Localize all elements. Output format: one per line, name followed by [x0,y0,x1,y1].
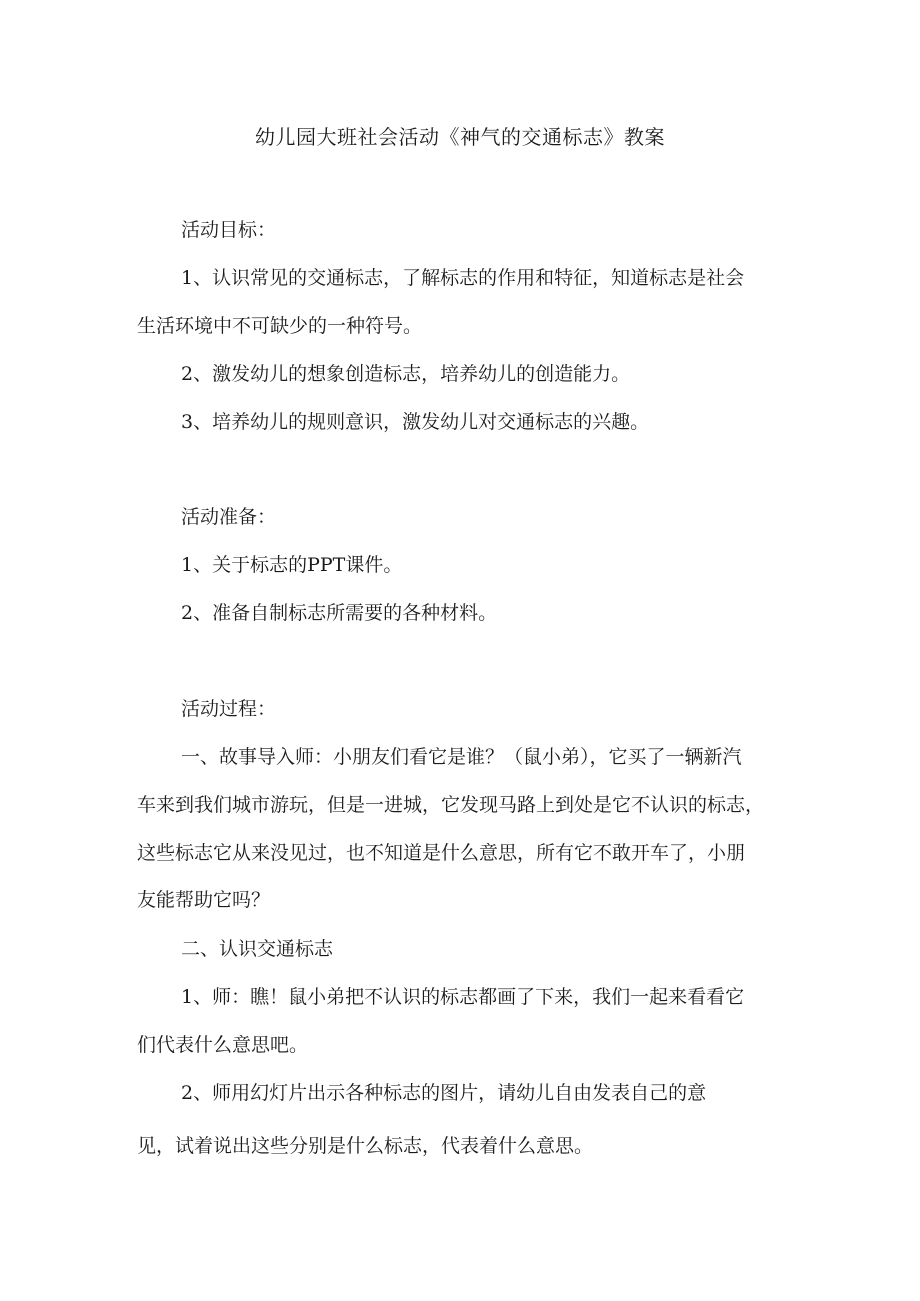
process-step-2-line-2: 见，试着说出这些分别是什么标志，代表着什么意思。 [137,1135,594,1157]
process-heading: 活动过程： [181,698,277,720]
process-intro-line-2: 车来到我们城市游玩，但是一进城，它发现马路上到处是它不认识的标志， [137,794,765,816]
goal-item-2: 2、激发幼儿的想象创造标志，培养幼儿的创造能力。 [181,363,631,385]
document-title: 幼儿园大班社会活动《神气的交通标志》教案 [255,125,665,149]
process-step-1-line-2: 们代表什么意思吧。 [137,1034,309,1056]
process-intro-line-4: 友能帮助它吗？ [137,889,271,911]
process-step-2-line-1: 2、师用幻灯片出示各种标志的图片，请幼儿自由发表自己的意 [181,1082,707,1104]
process-part2-heading: 二、认识交通标志 [181,938,334,960]
process-step-1-line-1: 1、师：瞧！鼠小弟把不认识的标志都画了下来，我们一起来看看它 [181,986,745,1008]
goals-heading: 活动目标： [181,219,277,241]
goal-item-1-line-2: 生活环境中不可缺少的一种符号。 [137,315,423,337]
goal-item-1-line-1: 1、认识常见的交通标志，了解标志的作用和特征，知道标志是社会 [181,267,745,289]
process-intro-line-3: 这些标志它从来没见过，也不知道是什么意思，所有它不敢开车了，小朋 [137,842,746,864]
preparation-item-1: 1、关于标志的PPT课件。 [181,554,403,576]
goal-item-3: 3、培养幼儿的规则意识，激发幼儿对交通标志的兴趣。 [181,411,650,433]
preparation-item-2: 2、准备自制标志所需要的各种材料。 [181,602,498,624]
preparation-heading: 活动准备： [181,506,277,528]
process-intro-line-1: 一、故事导入师：小朋友们看它是谁？（鼠小弟），它买了一辆新汽 [181,746,742,768]
